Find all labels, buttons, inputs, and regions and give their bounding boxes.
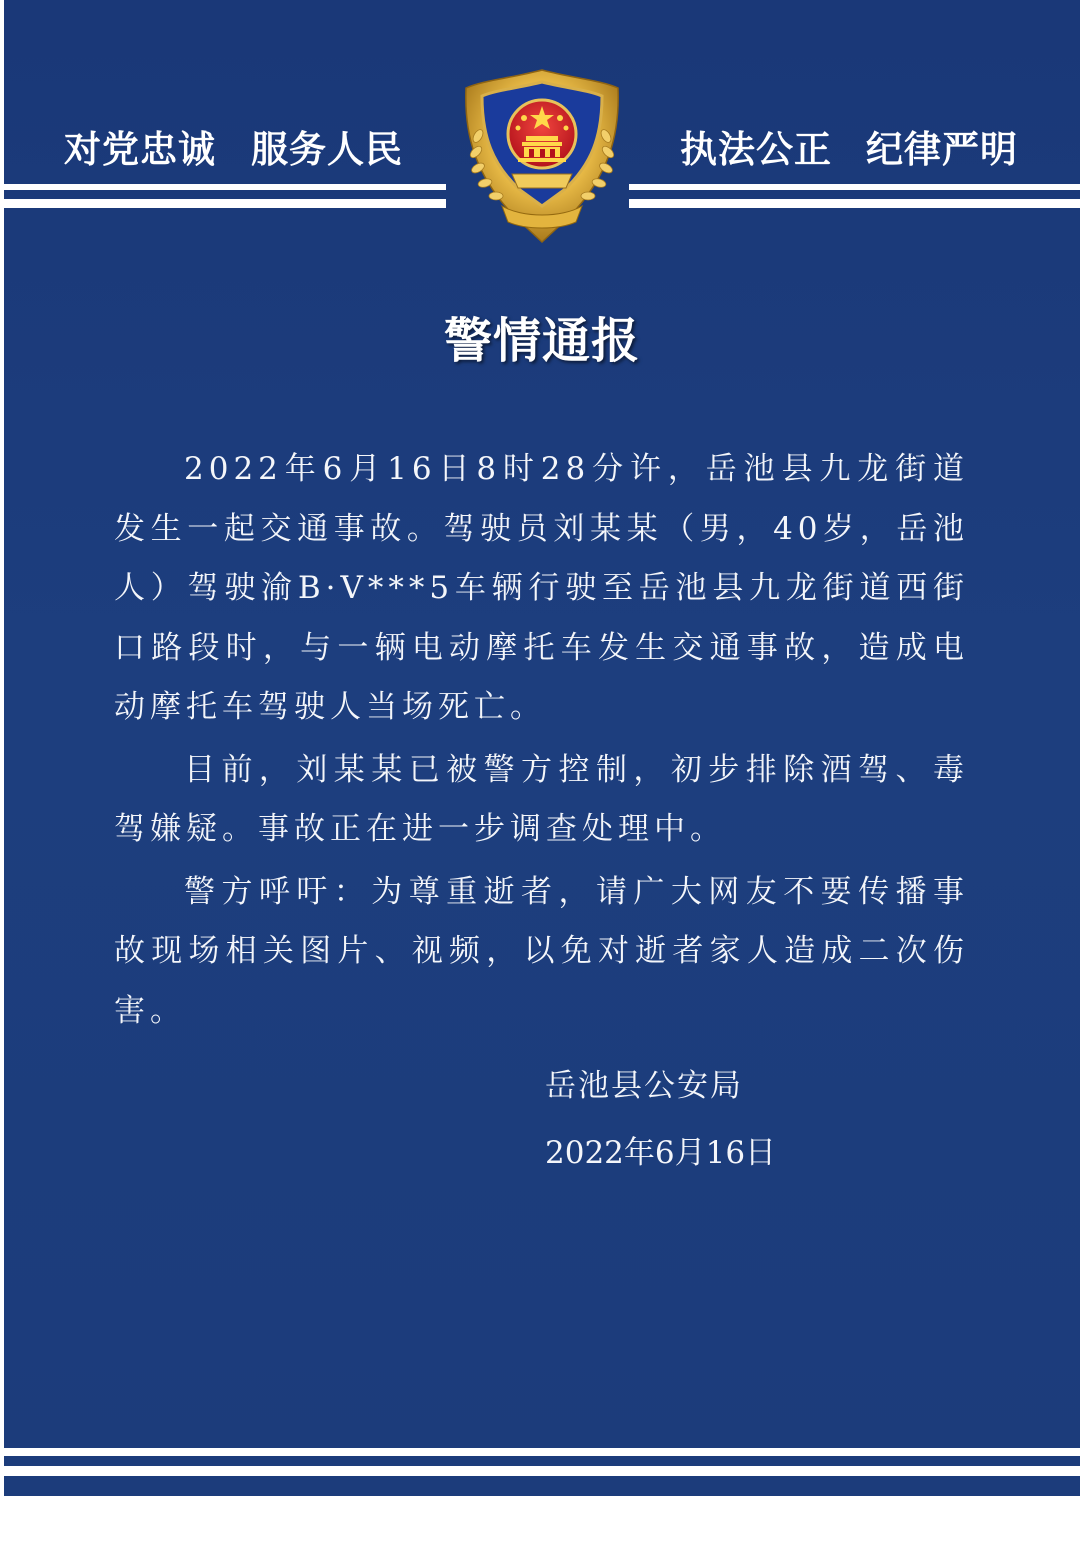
paragraph-incident: 2022年6月16日8时28分许，岳池县九龙街道发生一起交通事故。驾驶员刘某某（男，40岁，岳池人）驾驶渝B·V***5车辆行驶至岳池县九龙街道西街口路段时，与一辆电动摩托车发生交通事故，造成电动摩托车驾驶人当场死亡。: [114, 451, 969, 725]
notice-title: 警情通报: [443, 313, 640, 369]
issue-date: 2022年6月16日: [545, 1135, 777, 1171]
slogan-loyalty: 对党忠诚: [64, 128, 216, 171]
issuer-name: 岳池县公安局: [545, 1068, 743, 1104]
footer-rule-thin: [4, 1448, 1080, 1456]
header-rule-left-thick: [4, 199, 446, 208]
slogan-fair-law: 执法公正: [680, 128, 832, 171]
notice-poster: [4, 0, 1080, 1496]
paragraph-appeal: 警方呼吁：为尊重逝者，请广大网友不要传播事故现场相关图片、视频，以免对逝者家人造成二次伤害。: [114, 873, 969, 1029]
header-rule-right-thin: [629, 184, 1080, 190]
header-rule-left-thin: [4, 184, 446, 190]
police-emblem-icon: [452, 66, 632, 246]
paragraph-status: 目前，刘某某已被警方控制，初步排除酒驾、毒驾嫌疑。事故正在进一步调查处理中。: [114, 751, 969, 847]
slogan-discipline: 纪律严明: [866, 128, 1018, 171]
footer-rule-thick: [4, 1466, 1080, 1476]
slogan-serve-people: 服务人民: [251, 128, 403, 171]
header-rule-right-thick: [629, 199, 1080, 208]
notice-body: [114, 440, 969, 1044]
